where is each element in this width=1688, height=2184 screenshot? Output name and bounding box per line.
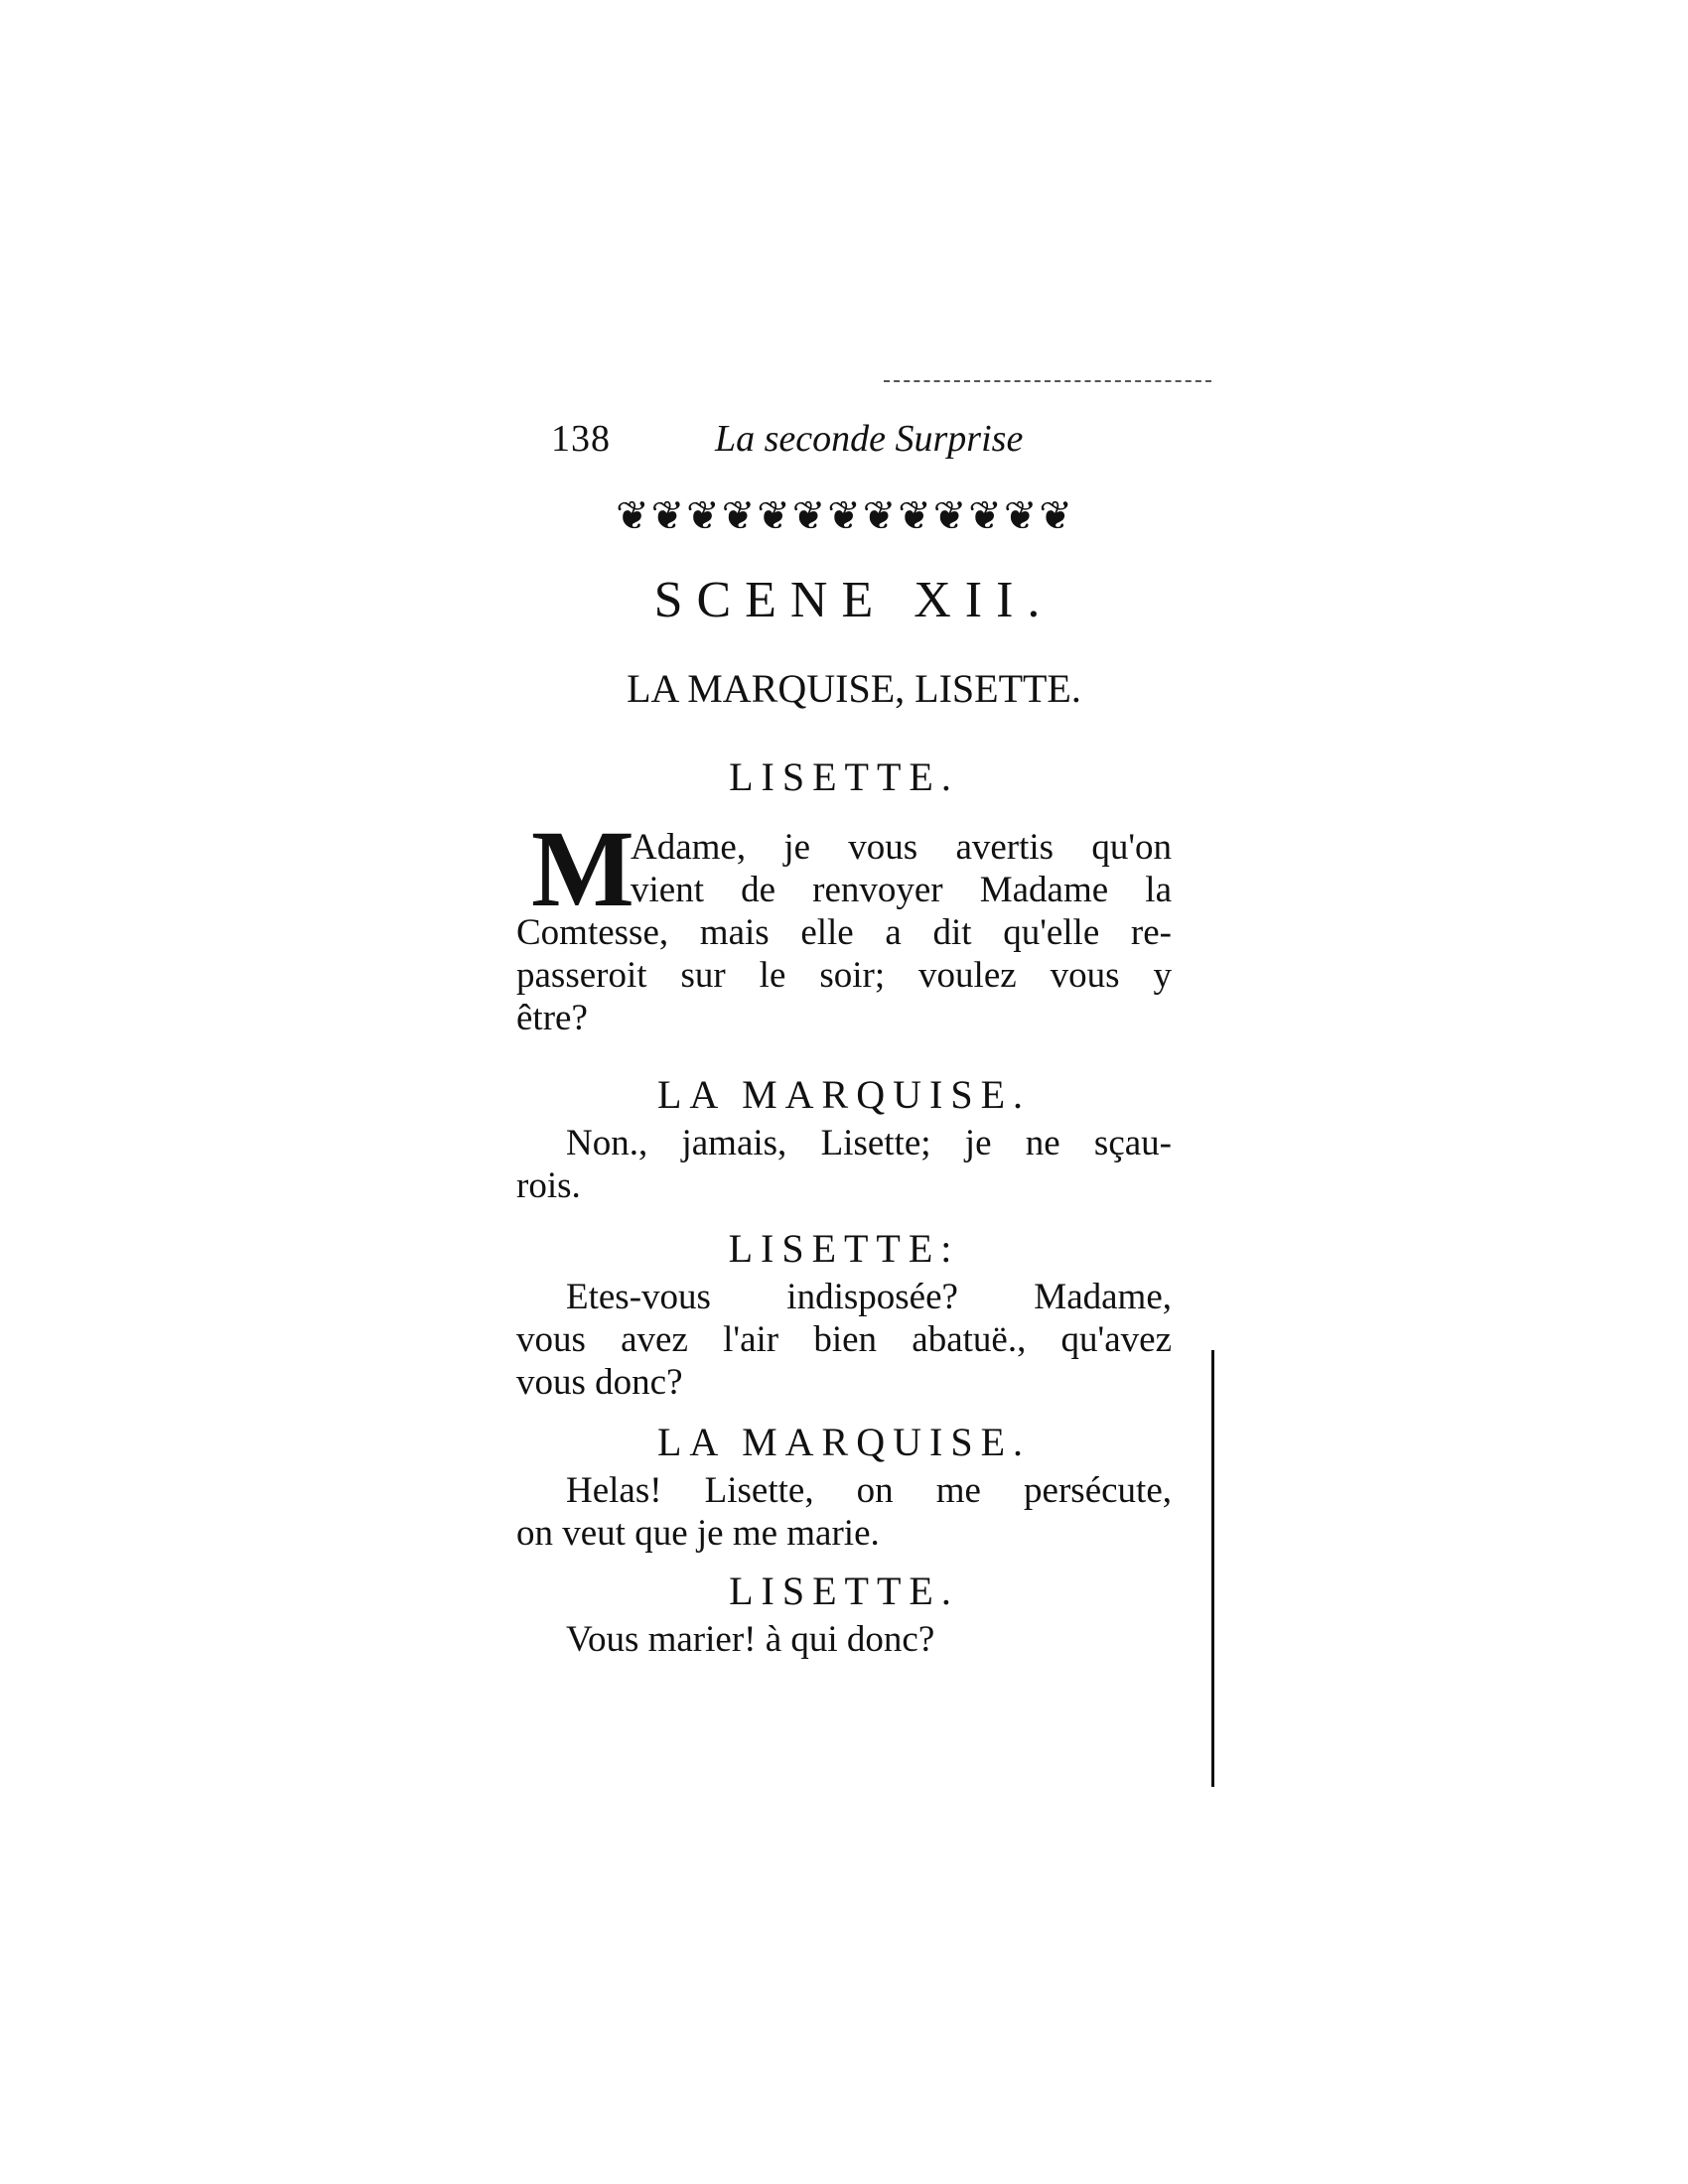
speaker-name: LISETTE: <box>728 1226 960 1271</box>
drop-capital: M <box>531 808 634 929</box>
ornament-icon: ❦ <box>721 493 756 538</box>
speech-line: passeroit sur le soir; voulez vous y <box>516 955 1172 996</box>
speech-line: Helas! Lisette, on me persécute, <box>566 1470 1172 1511</box>
speech-block <box>516 1564 1172 1661</box>
ornament-icon: ❦ <box>686 493 720 538</box>
top-rule <box>884 380 1211 382</box>
ornament-icon: ❦ <box>1003 493 1038 538</box>
ornament-icon: ❦ <box>932 493 967 538</box>
speech-line: on veut que je me marie. <box>516 1513 880 1554</box>
speech-line: Vous marier! à qui donc? <box>566 1619 935 1660</box>
page-number: 138 <box>551 418 611 460</box>
ornament-icon: ❦ <box>650 493 685 538</box>
ornament-band <box>516 491 1172 541</box>
speech-block <box>516 750 1172 1039</box>
running-title: La seconde Surprise <box>715 418 1024 460</box>
speech-block <box>516 1221 1172 1404</box>
speech-line: rois. <box>516 1165 581 1206</box>
ornament-icon: ❦ <box>968 493 1002 538</box>
character-list: LA MARQUISE, LISETTE. <box>627 666 1081 711</box>
ornament-icon: ❦ <box>862 493 897 538</box>
speaker-name: LA MARQUISE. <box>656 1420 1032 1464</box>
speech-line: Adame, je vous avertis qu'on <box>631 827 1172 868</box>
book-page <box>516 367 1192 1787</box>
page-edge-line <box>1211 1350 1214 1787</box>
speaker-name: LA MARQUISE. <box>656 1072 1032 1117</box>
speech-line: être? <box>516 998 588 1038</box>
ornament-icon: ❦ <box>898 493 931 538</box>
speech-line: vous donc? <box>516 1362 683 1403</box>
running-head <box>536 417 1192 467</box>
dropcap-paragraph <box>516 808 1172 929</box>
speaker-name: LISETTE. <box>729 754 959 799</box>
speaker-name: LISETTE. <box>729 1569 959 1613</box>
ornament-icon: ❦ <box>827 493 861 538</box>
speech-line: Comtesse, mais elle a dit qu'elle re- <box>516 912 1172 953</box>
ornament-icon: ❦ <box>791 493 826 538</box>
speech-line: vous avez l'air bien abatuë., qu'avez <box>516 1319 1172 1360</box>
speech-line: vient de renvoyer Madame la <box>631 870 1172 910</box>
ornament-icon: ❦ <box>757 493 790 538</box>
scene-heading: SCENE XII. <box>653 572 1055 628</box>
speech-line: Etes-vous indisposée? Madame, <box>566 1277 1172 1317</box>
ornament-icon: ❦ <box>616 493 649 538</box>
ornament-icon: ❦ <box>1039 493 1072 538</box>
speech-block <box>516 1067 1172 1207</box>
speech-block <box>516 1415 1172 1555</box>
speech-line: Non., jamais, Lisette; je ne sçau- <box>566 1123 1172 1163</box>
